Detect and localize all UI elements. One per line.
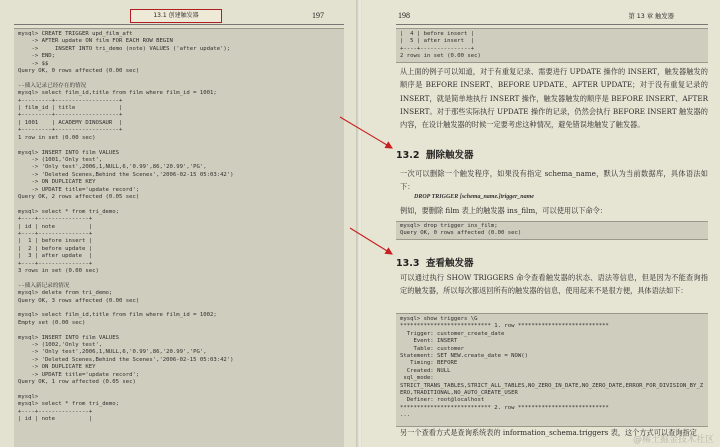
left-code-line: -> $$ [18,60,49,67]
left-page-number: 197 [312,11,324,20]
left-code-line: -> (1002,'Only test', [18,342,103,349]
show-triggers-code-line: Created: NULL [400,367,451,374]
left-code-line: | film_id | title | [18,105,123,112]
left-code-line: 3 rows in set (0.00 sec) [18,268,99,274]
left-code-line: --插入新记录的情况 [18,282,70,289]
left-code-line: -> AFTER update ON film FOR EACH ROW BEGIN [18,38,173,45]
left-code-line: mysql> CREATE TRIGGER upd_film_aft [18,31,133,37]
left-code-line: | 1001 | ACADEMY DINOSAUR | [18,119,123,126]
left-code-line: -> 'Deleted Scenes,Behind the Scenes','2006-02-15 05:03:42') [18,171,234,178]
left-code-line: -> END; [18,53,56,60]
left-code-line: -> UPDATE title='update record'; [18,371,140,378]
left-code-line: Query OK, 0 rows affected (0.00 sec) [18,68,140,75]
show-triggers-code-line: ... [400,412,411,419]
left-code-line: -> 'Deleted Scenes,Behind the Scenes','2006-02-15 05:03:42') [18,356,234,363]
paragraph-information-schema: 另一个查看方式是查询系统表的 information_schema.triggers 表，这个方式可以查询指定 [400,428,697,437]
left-header-tag: 13.1 创建触发器 [130,9,222,23]
left-code-line: +----+---------------+ [18,230,93,237]
left-code-line: | 2 | before update | [18,245,93,252]
paragraph-trigger-order: 从上面的例子可以知道，对于有重复记录、需要进行 UPDATE 操作的 INSERT，触发器触发的顺序是 BEFORE INSERT、BEFORE UPDATE、AFTER UPDATE；对于没有重复记录的 INSERT，就是简单地执行 INSERT 操作，触发器触发的顺序是 BEFORE INSERT、AFTER INSERT。对于那些实际执行 UPDATE 操作的记录，仍然会执行 BEFORE INSERT 触发器的内容，在设计触发器的时候一定要考虑这种情况，避免错误地触发了触发器。 [400,67,708,130]
left-code-line: 1 row in set (0.00 sec) [18,134,96,141]
left-code-line: -> UPDATE title='update record'; [18,186,140,193]
section-title: 查看触发器 [426,258,474,269]
show-triggers-code-line: Trigger: customer_create_date [400,330,505,337]
left-code-line: +---------+-------------------+ [18,127,123,134]
show-triggers-code-line: Event: INSERT [400,338,458,345]
right-page-number: 198 [398,11,410,20]
watermark: @稀土掘金技术社区 [632,435,714,445]
left-code-line: -> 'Only test',2006,1,NULL,6,'0.99',86,'20.99','PG', [18,164,207,171]
left-code-line: -> (1001,'Only test', [18,156,103,163]
show-triggers-code-line: Definer: root@localhost [400,397,485,404]
show-triggers-code-line: sql_mode: [400,375,434,382]
left-code-line: mysql> select film_id,title from film where film_id = 1001; [18,90,217,97]
show-triggers-code-line: Table: customer [400,345,464,352]
left-code-line: mysql> [18,393,39,400]
show-triggers-code-line: mysql> show triggers \G [400,316,478,322]
show-triggers-code-line: STRICT_TRANS_TABLES,STRICT_ALL_TABLES,NO_ZERO_IN_DATE,NO_ZERO_DATE,ERROR_FOR_DIVISION_BY_Z [400,382,704,389]
show-triggers-code-line: Statement: SET NEW.create_date = NOW() [400,353,528,360]
right-code-top-line: | 4 | before insert | [400,31,475,37]
left-code-line: +----+---------------+ [18,408,93,415]
show-triggers-code-line: *************************** 2. row *************************** [400,404,609,411]
section-number: 13.3 [396,258,420,269]
left-code-line: -> ON DUPLICATE KEY [18,179,96,186]
left-code-line: +---------+-------------------+ [18,97,123,104]
arrow-to-13-2 [340,117,392,148]
drop-trigger-syntax: DROP TRIGGER [schema_name.]trigger_name [414,194,534,200]
right-code-top-line: | 5 | after insert | [400,38,475,45]
left-code-line: -> INSERT INTO tri_demo (note) VALUES ('after update'); [18,45,231,52]
left-code-line: Query OK, 3 rows affected (0.00 sec) [18,297,140,304]
left-code-line: +----+---------------+ [18,260,93,267]
left-code-line: | id | note | [18,223,93,230]
arrow-to-13-3 [350,228,392,254]
left-code-line: --插入记录已经存在的情况 [18,82,87,89]
left-code-line: mysql> INSERT INTO film VALUES [18,334,120,341]
paragraph-show-triggers: 可以通过执行 SHOW TRIGGERS 命令查看触发器的状态、语法等信息，但是因为不能查询指定的触发器，所以每次都返回所有的触发器的信息，使用起来不是很方便，具体语法如下： [400,273,708,296]
left-code-line: Query OK, 1 row affected (0.05 sec) [18,379,136,386]
left-code-line: mysql> select * from tri_demo; [18,208,120,215]
drop-code-line: mysql> drop trigger ins_film; [400,223,498,229]
left-code-line: mysql> select * from tri_demo; [18,401,120,408]
left-code-line: Empty set (0.00 sec) [18,319,86,326]
show-triggers-code-line: ERO,TRADITIONAL,NO_AUTO_CREATE_USER [400,390,518,397]
right-code-top-line: +----+---------------+ [400,45,475,52]
show-triggers-code-line: Timing: BEFORE [400,360,458,367]
left-code-line: -> 'Only test',2006,1,NULL,6,'0.99',86,'20.99','PG', [18,349,207,356]
left-code-line: mysql> INSERT INTO film VALUES [18,149,120,156]
left-code-line: mysql> delete from tri_demo; [18,290,113,297]
left-code-line: | 1 | before insert | [18,238,93,245]
right-code-top-line: 2 rows in set (0.00 sec) [400,53,481,60]
left-code-line: +----+---------------+ [18,216,93,223]
paragraph-drop-intro: 一次可以删除一个触发程序，如果没有指定 schema_name，默认为当前数据库，具体语法如下： [400,169,708,192]
left-code-line: mysql> select film_id,title from film where film_id = 1002; [18,312,217,319]
left-code-line: | 3 | after update | [18,253,93,260]
left-code-line: | id | note | [18,416,93,423]
paragraph-drop-example: 例如，要删除 film 表上的触发器 ins_film，可以使用以下命令： [400,206,608,215]
show-triggers-code-line: *************************** 1. row *************************** [400,323,609,330]
drop-code-line: Query OK, 0 rows affected (0.00 sec) [400,230,522,237]
left-code-line: Query OK, 2 rows affected (0.05 sec) [18,193,140,200]
left-code-line: -> ON DUPLICATE KEY [18,364,96,371]
right-header-title: 第 13 章 触发器 [628,13,674,20]
left-code-line: +---------+-------------------+ [18,112,123,119]
section-number: 13.2 [396,150,420,161]
section-title: 删除触发器 [426,150,474,161]
